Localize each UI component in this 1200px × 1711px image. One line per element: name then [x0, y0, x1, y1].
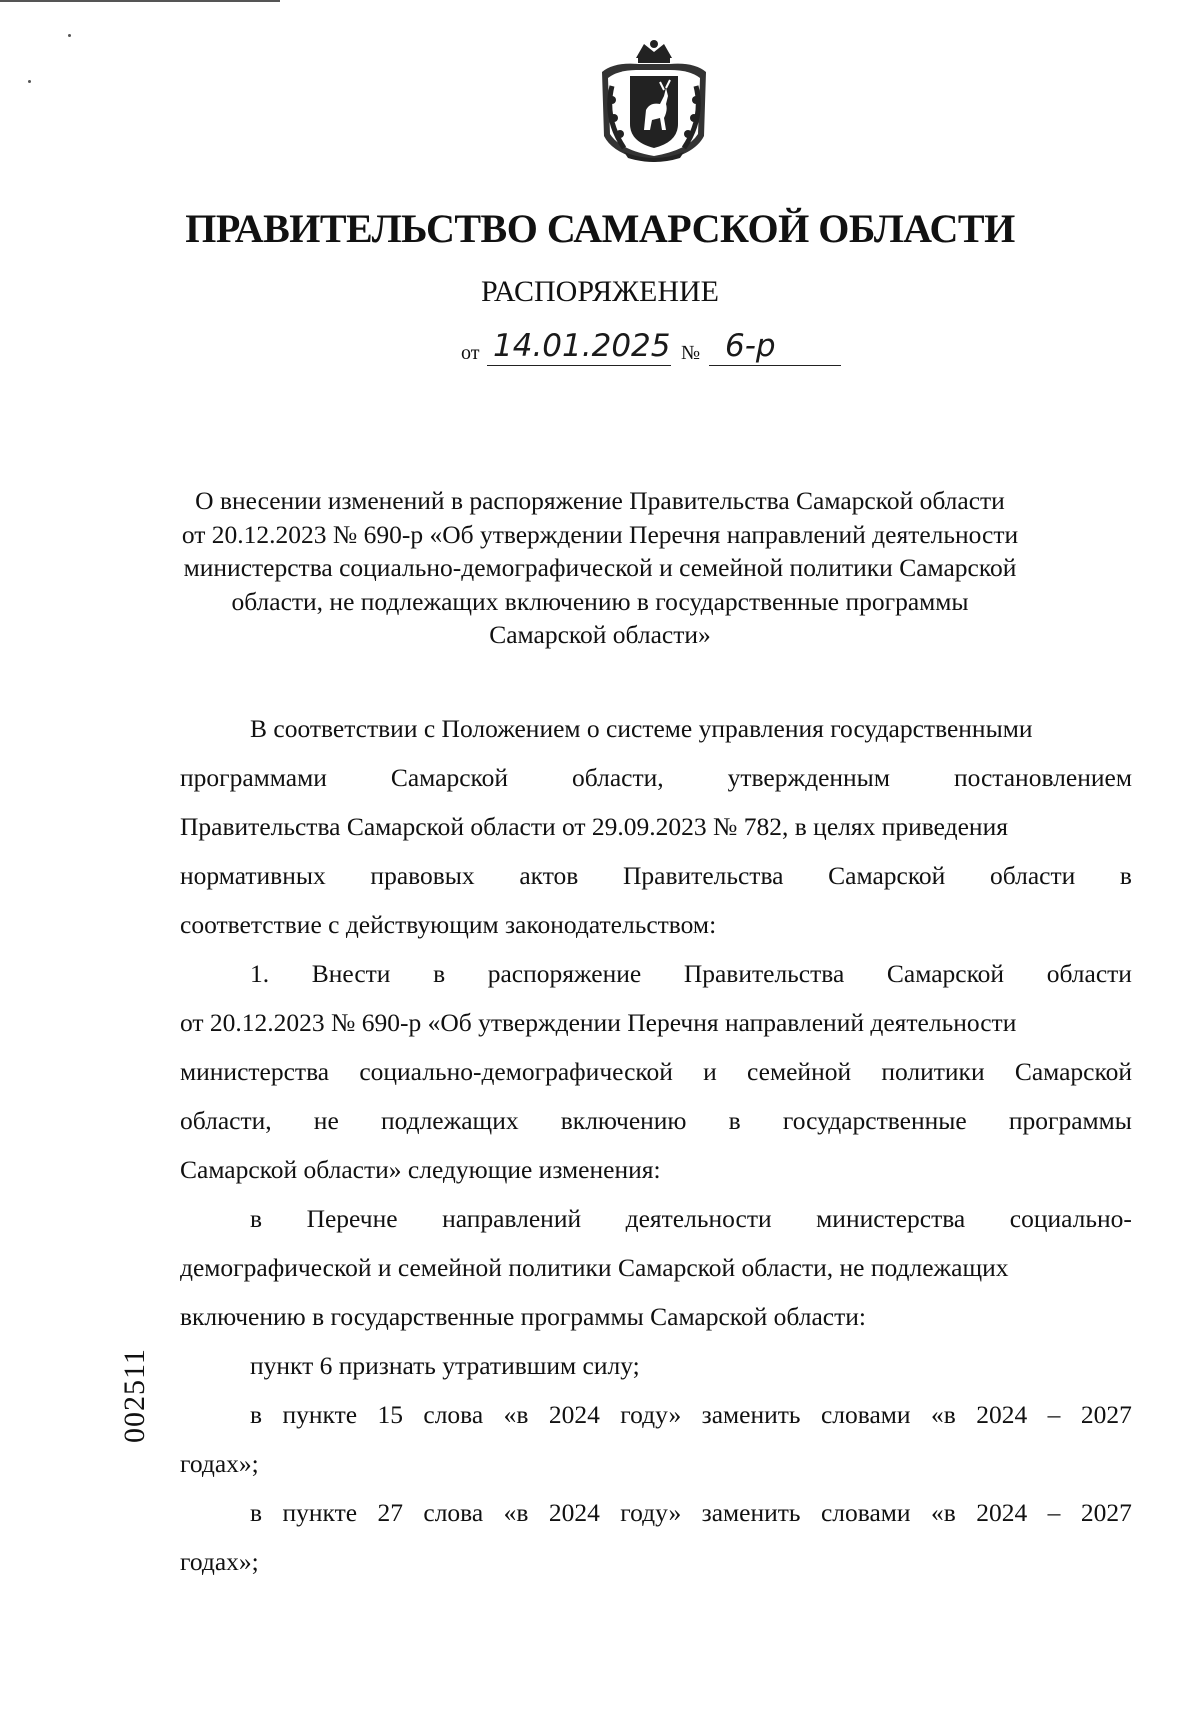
- body-word: слова: [423, 1400, 484, 1429]
- body-word: «в: [931, 1400, 956, 1429]
- body-word: «в: [931, 1498, 956, 1527]
- margin-stamp-number: 002511: [118, 1348, 151, 1443]
- body-word: направлений: [442, 1204, 582, 1233]
- body-word: 27: [377, 1498, 403, 1527]
- samara-coat-of-arms-icon: [594, 38, 714, 164]
- heading-line: Самарской области»: [489, 620, 711, 649]
- heading-line: О внесении изменений в распоряжение Правительства Самарской области: [195, 486, 1005, 515]
- body-word: словами: [820, 1400, 911, 1429]
- body-line: [180, 1057, 1132, 1087]
- body-line: В соответствии с Положением о системе управления государственными: [250, 714, 1033, 743]
- document-number: 6-р: [725, 328, 776, 364]
- body-line: [180, 763, 1132, 793]
- body-line: [180, 1204, 1132, 1234]
- body-word: пункте: [282, 1498, 358, 1527]
- body-word: нормативных: [180, 861, 326, 890]
- body-line: годах»;: [180, 1547, 259, 1576]
- body-word: в: [728, 1106, 741, 1135]
- body-word: социально-демографической: [359, 1057, 673, 1086]
- body-line: соответствие с действующим законодательством:: [180, 910, 717, 939]
- body-word: –: [1047, 1498, 1061, 1527]
- body-word: министерства: [180, 1057, 330, 1086]
- body-word: распоряжение: [487, 959, 642, 988]
- body-line: [180, 1400, 1132, 1430]
- body-word: семейной: [747, 1057, 852, 1086]
- body-word: «в: [503, 1400, 529, 1429]
- body-word: постановлением: [953, 763, 1132, 792]
- body-line: [180, 1498, 1132, 1528]
- body-word: году»: [620, 1400, 682, 1429]
- document-heading: [150, 484, 1050, 652]
- body-word: 2024: [976, 1400, 1028, 1429]
- heading-line: министерства социально-демографической и семейной политики Самарской: [183, 553, 1017, 582]
- document-type: РАСПОРЯЖЕНИЕ: [480, 275, 720, 308]
- body-word: социально-: [1009, 1204, 1132, 1233]
- body-word: включению: [560, 1106, 687, 1135]
- body-word: не: [313, 1106, 339, 1135]
- body-line: [180, 1106, 1132, 1136]
- body-line: включению в государственные программы Самарской области:: [180, 1302, 866, 1331]
- heading-line: области, не подлежащих включению в государственные программы: [231, 586, 969, 616]
- body-word: области,: [180, 1106, 272, 1135]
- body-word: –: [1047, 1400, 1061, 1429]
- body-word: в: [1119, 861, 1132, 890]
- body-word: 2027: [1080, 1498, 1132, 1527]
- body-word: подлежащих: [380, 1106, 519, 1135]
- government-name: ПРАВИТЕЛЬСТВО САМАРСКОЙ ОБЛАСТИ: [185, 206, 1015, 251]
- body-line: годах»;: [180, 1449, 259, 1478]
- body-word: году»: [620, 1498, 682, 1527]
- body-word: программами: [180, 763, 327, 792]
- body-word: Самарской: [828, 861, 946, 890]
- scan-speck: [28, 80, 31, 83]
- body-word: 15: [377, 1400, 403, 1429]
- body-word: политики: [881, 1057, 985, 1086]
- body-word: в: [433, 959, 446, 988]
- body-word: Внести: [311, 959, 391, 988]
- body-word: министерства: [816, 1204, 966, 1233]
- body-word: пункте: [282, 1400, 358, 1429]
- document-date: 14.01.2025: [493, 328, 671, 364]
- heading-line: от 20.12.2023 № 690-р «Об утверждении Перечня направлений деятельности: [181, 519, 1019, 549]
- date-prefix: от: [461, 342, 480, 364]
- document-date-number: [461, 328, 861, 368]
- body-word: 2024: [548, 1498, 600, 1527]
- body-word: актов: [519, 861, 579, 890]
- body-word: программы: [1008, 1106, 1132, 1135]
- body-word: деятельности: [625, 1204, 772, 1233]
- body-word: области,: [572, 763, 664, 792]
- body-word: области: [990, 861, 1076, 890]
- body-line: [180, 861, 1132, 891]
- body-word: Правительства: [623, 861, 784, 890]
- number-underline: [709, 365, 841, 366]
- body-word: Самарской: [1014, 1057, 1132, 1086]
- body-word: Самарской: [886, 959, 1005, 988]
- scan-artifact-line: [0, 0, 280, 2]
- body-word: в: [250, 1498, 263, 1527]
- body-word: Самарской: [390, 763, 509, 792]
- body-line: демографической и семейной политики Самарской области, не подлежащих: [180, 1253, 1009, 1282]
- body-line: от 20.12.2023 № 690-р «Об утверждении Перечня направлений деятельности: [180, 1008, 1017, 1037]
- body-word: Правительства: [683, 959, 845, 988]
- body-word: области: [1046, 959, 1132, 988]
- body-line: Правительства Самарской области от 29.09.2023 № 782, в целях приведения: [180, 812, 1008, 841]
- body-line: Самарской области» следующие изменения:: [180, 1155, 661, 1184]
- body-word: словами: [820, 1498, 911, 1527]
- body-line: пункт 6 признать утратившим силу;: [250, 1351, 640, 1380]
- body-line: [180, 959, 1132, 989]
- body-word: в: [250, 1400, 263, 1429]
- body-word: государственные: [782, 1106, 967, 1135]
- body-word: 1.: [250, 959, 270, 988]
- body-word: и: [703, 1057, 717, 1086]
- body-word: Перечне: [306, 1204, 398, 1233]
- body-word: заменить: [701, 1498, 801, 1527]
- scan-speck: [68, 34, 71, 37]
- number-prefix: №: [681, 342, 701, 364]
- date-underline: [487, 365, 671, 366]
- body-word: «в: [503, 1498, 529, 1527]
- body-word: 2027: [1080, 1400, 1132, 1429]
- body-word: 2024: [976, 1498, 1028, 1527]
- body-word: в: [250, 1204, 263, 1233]
- body-word: правовых: [370, 861, 475, 890]
- body-word: утвержденным: [727, 763, 890, 792]
- body-word: заменить: [701, 1400, 801, 1429]
- body-word: слова: [423, 1498, 484, 1527]
- body-word: 2024: [548, 1400, 600, 1429]
